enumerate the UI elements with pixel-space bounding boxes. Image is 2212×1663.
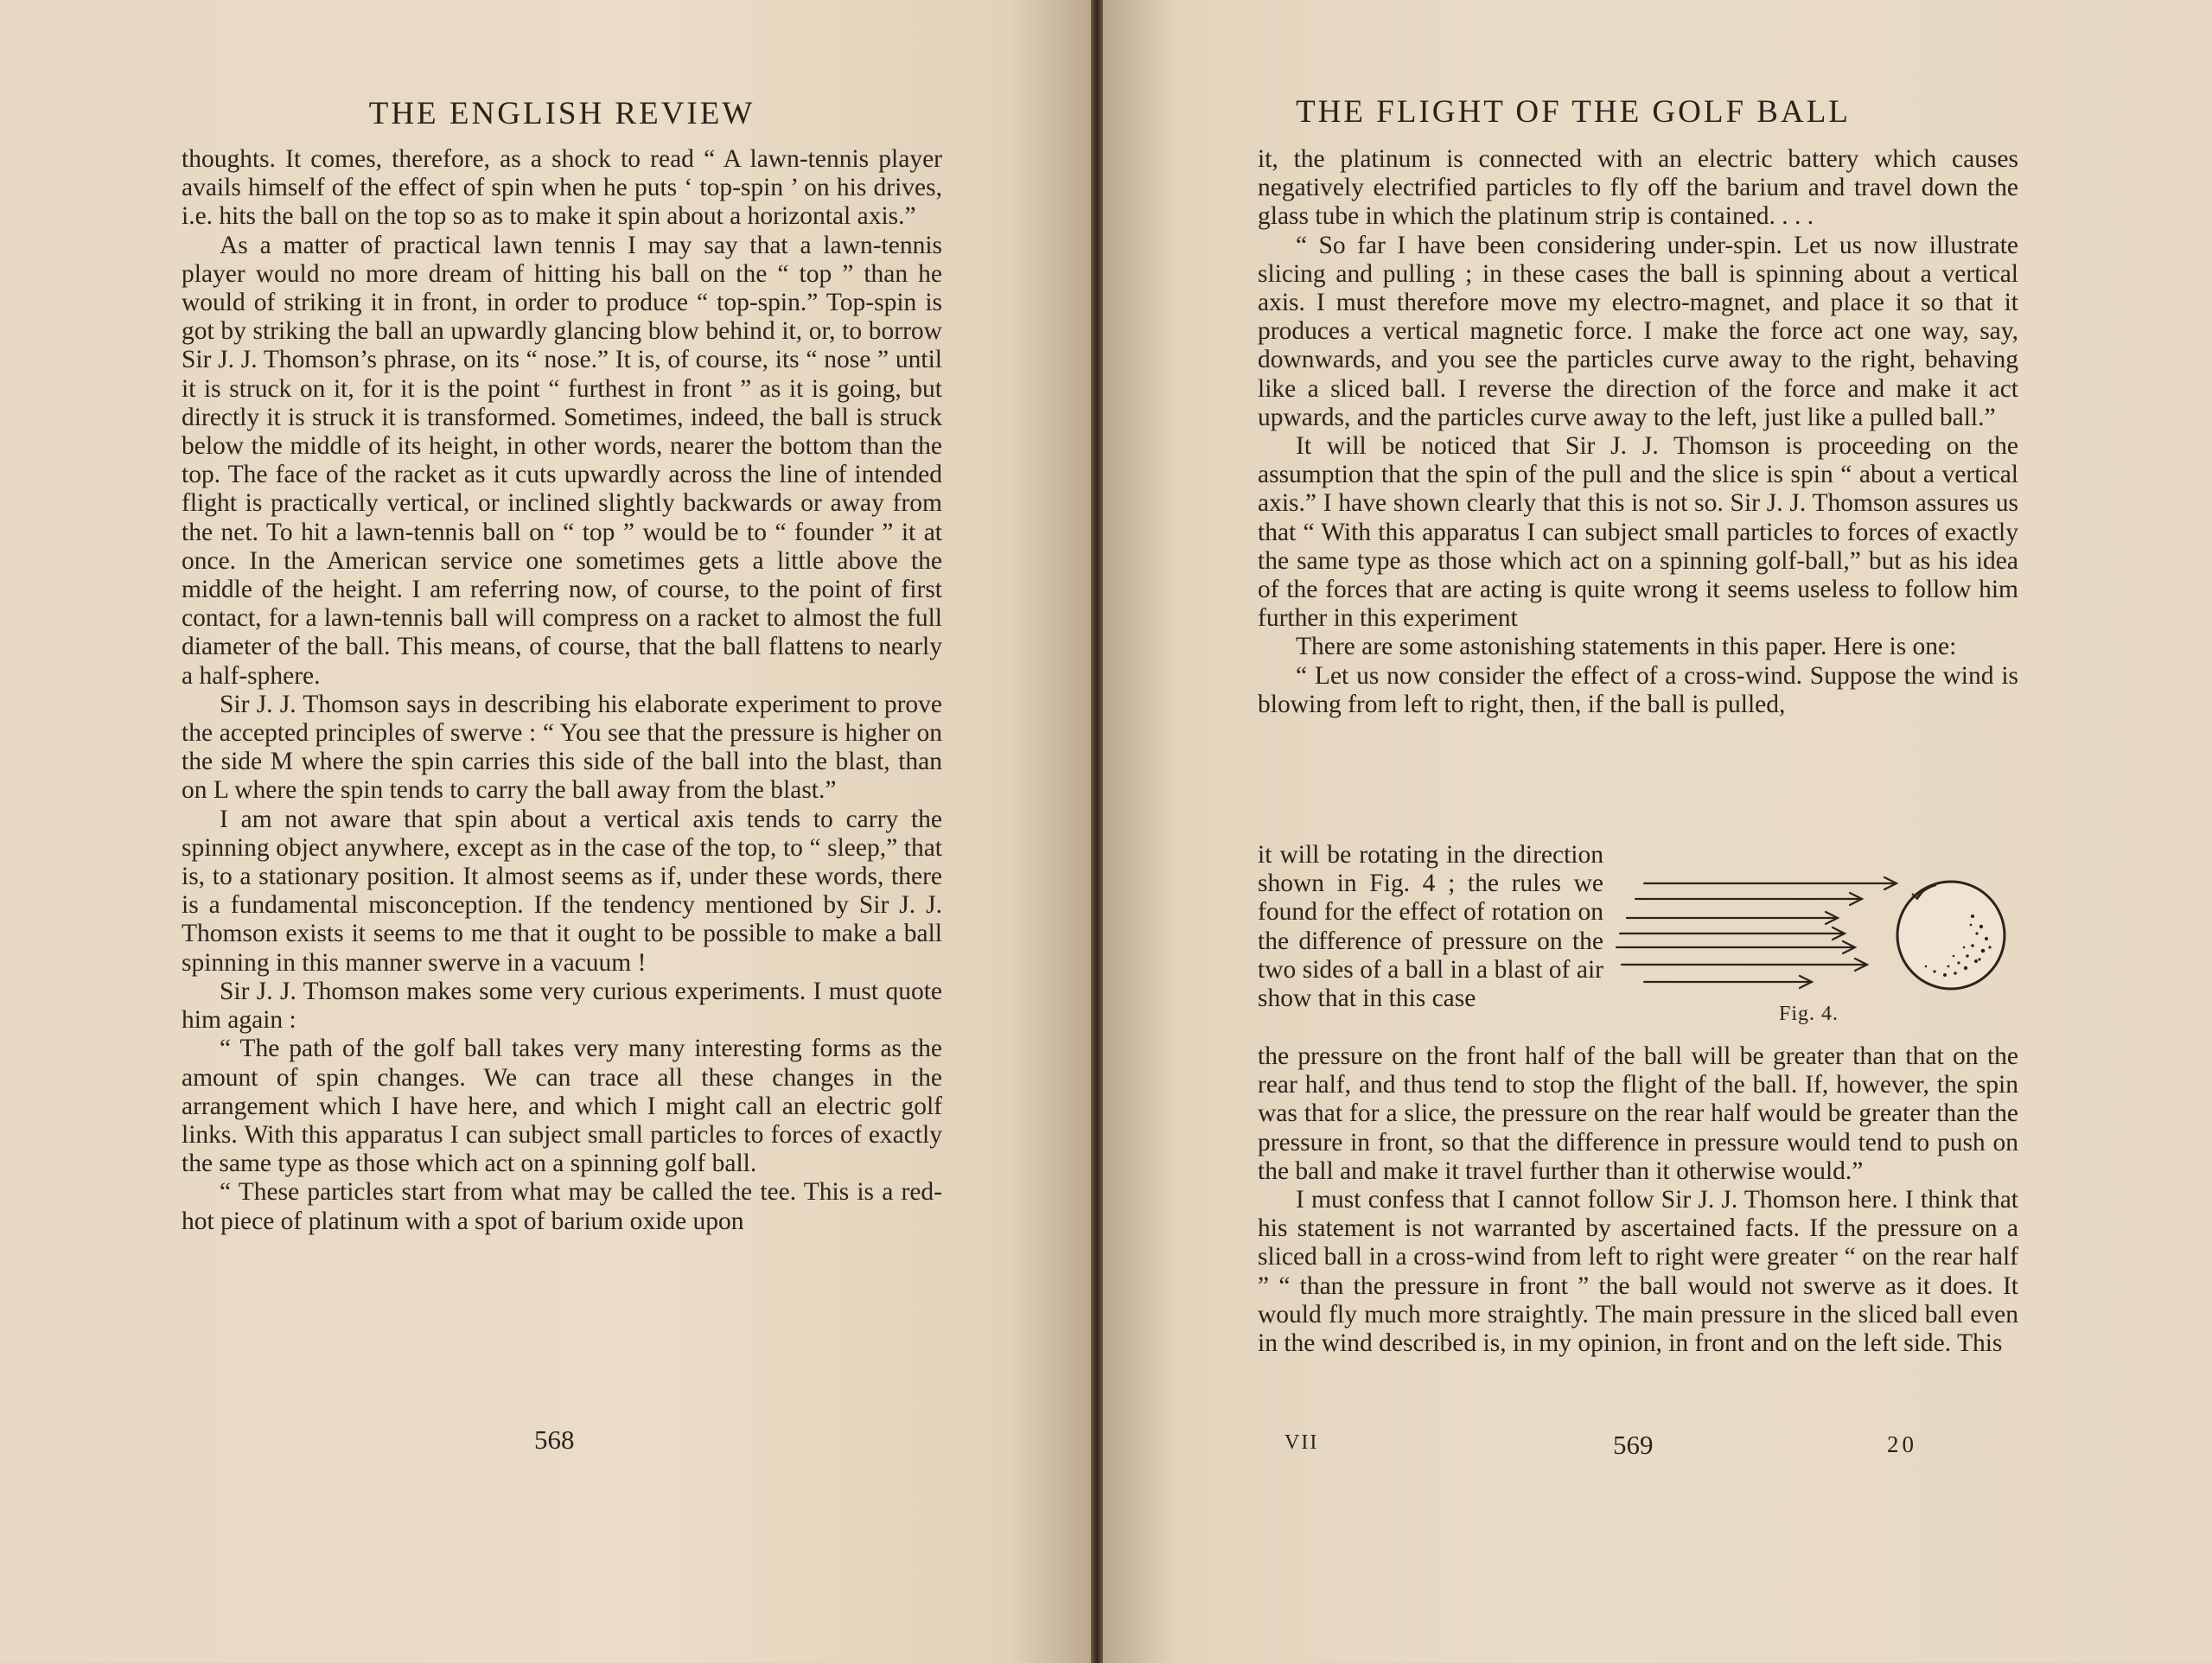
left-paragraph-6: “ The path of the golf ball takes very many interesting forms as the amount of spin changes. We can trace all these changes in the arrangement which I have here, and which I might call an electric golf links. With this apparatus I can subject small particles to forces of exactly the same type as those which act on a spinning golf ball. (182, 1035, 942, 1178)
left-paragraph-1: thoughts. It comes, therefore, as a shock to read “ A lawn-tennis player avails himself of the effect of spin when he puts ‘ top-spin ’ on his drives, i.e. hits the ball on the top so as to make it spin about a horizontal axis.” (182, 145, 942, 231)
right-body-text-bottom (1258, 1042, 2018, 1358)
left-running-head: THE ENGLISH REVIEW (368, 96, 755, 131)
left-paragraph-7: “ These particles start from what may be called the tee. This is a red-hot piece of platinum with a spot of barium oxide upon (182, 1178, 942, 1235)
right-running-head: THE FLIGHT OF THE GOLF BALL (1296, 94, 1851, 130)
left-paragraph-5: Sir J. J. Thomson makes some very curious experiments. I must quote him again : (182, 977, 942, 1035)
left-page-number: 568 (534, 1424, 575, 1455)
right-page-number: 569 (1613, 1430, 1654, 1460)
figure-caption: Fig. 4. (1779, 1003, 1839, 1025)
right-paragraph-5: “ Let us now consider the effect of a cross-wind. Suppose the wind is blowing from left to right, then, if the ball is pulled, (1258, 661, 2018, 718)
right-paragraph-1: it, the platinum is connected with an electric battery which causes negatively electrified particles to fly off the barium and travel down the glass tube in which the platinum strip is contained. . . . (1258, 145, 2018, 231)
right-paragraph-6: the pressure on the front half of the ball will be greater than that on the rear half, and thus tend to stop the flight of the ball. If, however, the spin was that for a slice, the pressure on the rear half would be greater than the pressure in front, so that the difference in pressure would tend to push on the ball and make it travel further than it otherwise would.” (1258, 1042, 2018, 1185)
left-body-text (182, 145, 942, 1236)
right-body-text-top (1258, 145, 2018, 719)
figure-side-text: it will be rotating in the direction shown in Fig. 4 ; the rules we found for the effect of rotation on the difference of pressure on the two sides of a ball in a blast of air show that in this case (1258, 841, 1603, 1013)
book-gutter (1091, 0, 1103, 1663)
right-paragraph-3: It will be noticed that Sir J. J. Thomson is proceeding on the assumption that the spin of the pull and the slice is spin “ about a vertical axis.” I have shown clearly that this is not so. Sir J. J. Thomson assures us that “ With this apparatus I can subject small particles to forces of exactly the same type as those which act on a spinning golf-ball,” but as his idea of the forces that are acting is quite wrong it seems useless to follow him further in this experiment (1258, 432, 2018, 633)
sheet-number: 20 (1887, 1431, 1917, 1457)
right-paragraph-7: I must confess that I cannot follow Sir J. J. Thomson here. I think that his statement is not warranted by ascertained facts. If the pressure on a sliced ball in a cross-wind from left to right were greater “ on the rear half ” “ than the pressure in front ” the ball would not swerve as it does. It would fly much more straightly. The main pressure in the sliced ball even in the wind described is, in my opinion, in front and on the left side. This (1258, 1186, 2018, 1358)
left-paragraph-3: Sir J. J. Thomson says in describing his elaborate experiment to prove the accepted principles of swerve : “ You see that the pressure is higher on the side M where the spin carries this side of the ball into the blast, than on L where the spin tends to carry the ball away from the blast.” (182, 690, 942, 805)
signature-mark: VII (1284, 1431, 1319, 1454)
right-paragraph-2: “ So far I have been considering under-spin. Let us now illustrate slicing and pulling ; in these cases the ball is spinning about a vertical axis. I must therefore move my electro-magnet, and place it so that it produces a vertical magnetic force. I make the force act one way, say, downwards, and you see the particles curve away to the right, behaving like a sliced ball. I reverse the direction of the force and make it act upwards, and the particles curve away to the left, just like a pulled ball.” (1258, 231, 2018, 431)
left-paragraph-4: I am not aware that spin about a vertical axis tends to carry the spinning object anywhere, except as in the case of the top, to “ sleep,” that is, to a stationary position. It almost seems as if, under these words, there is a fundamental misconception. If the tendency mentioned by Sir J. J. Thomson exists it seems to me that it ought to be possible to make a ball spinning in this manner swerve in a vacuum ! (182, 805, 942, 977)
right-paragraph-4: There are some astonishing statements in this paper. Here is one: (1296, 633, 1957, 661)
golf-ball (1897, 882, 2005, 989)
left-paragraph-2: As a matter of practical lawn tennis I may say that a lawn-tennis player would no more dream of hitting his ball on the “ top ” than he would of striking it in front, in order to produce “ top-spin.” Top-spin is got by striking the ball an upwardly glancing blow behind it, or, to borrow Sir J. J. Thomson’s phrase, on its “ nose.” It is, of course, its “ nose ” until it is struck on it, for it is the point “ furthest in front ” as it is going, but directly it is struck it is transformed. Sometimes, indeed, the ball is struck below the middle of its height, in other words, nearer the bottom than the top. The face of the racket as it cuts upwardly across the line of intended flight is practically vertical, or inclined slightly backwards or away from the net. To hit a lawn-tennis ball on “ top ” would be to “ founder ” it at once. In the American service one sometimes gets a little above the middle of the height. I am referring now, of course, to the point of first contact, for a lawn-tennis ball will compress on a racket to almost the full diameter of the ball. This means, of course, that the ball flattens to nearly a half-sphere. (182, 231, 942, 690)
